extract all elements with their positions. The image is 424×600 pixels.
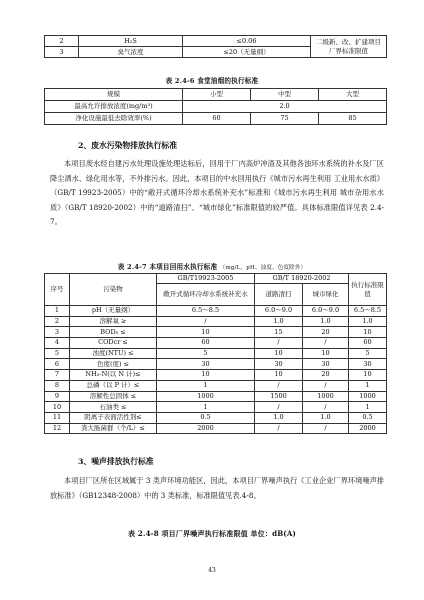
cell: 12 <box>45 423 70 434</box>
cell: 10 <box>45 402 70 413</box>
cell: 1.0 <box>255 316 303 327</box>
cell: 1 <box>349 402 387 413</box>
cell: 净化设施最低去除效率(%) <box>45 113 183 125</box>
cell: 7 <box>45 370 70 381</box>
table-row <box>45 316 387 327</box>
cell: 4 <box>45 338 70 349</box>
cell: 浊度(NTU) ≤ <box>70 348 157 359</box>
section-heading: 2、废水污染物排放执行标准 <box>78 141 177 150</box>
cell: 6 <box>45 359 70 370</box>
cell: 6.5～8.5 <box>157 306 255 317</box>
cell: 10 <box>349 327 387 338</box>
cell: 6.0～9.0 <box>303 306 349 317</box>
cell: 1 <box>349 380 387 391</box>
cell: 色度(度) ≤ <box>70 359 157 370</box>
cell: 2 <box>45 316 70 327</box>
page-number: 43 <box>208 567 216 574</box>
paragraph <box>50 157 384 230</box>
cell: ≤0.06 <box>183 36 311 47</box>
cell: 1500 <box>255 391 303 402</box>
cell: / <box>157 316 255 327</box>
cell: CODcr ≤ <box>70 338 157 349</box>
cell: 2.0 <box>183 101 387 113</box>
cell: 1.0 <box>303 412 349 423</box>
cell: 3 <box>45 47 79 58</box>
cell: 溶解氧 ≥ <box>70 316 157 327</box>
cell: 10 <box>157 327 255 338</box>
cell: 85 <box>319 113 387 125</box>
cell: 溶解性总固体 ≤ <box>70 391 157 402</box>
cell: 60 <box>349 338 387 349</box>
header-cell: 敞开式循环冷却水系统补充水 <box>157 284 255 306</box>
table-row <box>45 348 387 359</box>
table-row <box>45 338 387 349</box>
table-2-4-6 <box>44 88 387 125</box>
table-row <box>45 327 387 338</box>
cell: 30 <box>255 359 303 370</box>
header-cell: 道路清扫 <box>255 284 303 306</box>
cell: / <box>255 380 303 391</box>
header-cell: 污染物 <box>70 274 157 306</box>
cell: NH₃-N(以 N 计)≤ <box>70 370 157 381</box>
cell: 15 <box>255 327 303 338</box>
cell: 1 <box>45 306 70 317</box>
cell: ≤20（无量纲） <box>183 47 311 58</box>
cell: 1.0 <box>349 316 387 327</box>
table-row <box>45 370 387 381</box>
table-2-4-7 <box>44 273 387 434</box>
cell: 1.0 <box>303 316 349 327</box>
cell: 2000 <box>349 423 387 434</box>
cell: 9 <box>45 391 70 402</box>
cell: / <box>303 423 349 434</box>
cell: 总磷（以 P 计）≤ <box>70 380 157 391</box>
cell: 1 <box>157 380 255 391</box>
cell: 小型 <box>183 89 251 101</box>
cell: 1000 <box>303 391 349 402</box>
table-caption: 表 2.4-6 食堂油烟的执行标准 <box>165 77 259 85</box>
cell: 10 <box>255 370 303 381</box>
table-caption: 表 2.4-8 项目厂界噪声执行标准限值 单位：dB(A) <box>128 529 296 538</box>
cell: 阴离子表面活性剂≤ <box>70 412 157 423</box>
cell: / <box>255 423 303 434</box>
header-cell: GB/T19923-2005 <box>157 274 255 284</box>
header-cell: 城市绿化 <box>303 284 349 306</box>
cell: 10 <box>303 348 349 359</box>
cell: 规模 <box>45 89 183 101</box>
table-caption <box>0 261 424 271</box>
table-row <box>45 306 387 317</box>
paragraph <box>50 474 384 503</box>
section-heading: 3、噪声排放执行标准 <box>78 457 154 466</box>
cell: 大型 <box>319 89 387 101</box>
cell: 10 <box>349 370 387 381</box>
table-row <box>45 391 387 402</box>
cell: / <box>303 380 349 391</box>
cell: 2000 <box>157 423 255 434</box>
cell: 11 <box>45 412 70 423</box>
cell: 60 <box>157 338 255 349</box>
cell: 30 <box>157 359 255 370</box>
cell: 5 <box>349 348 387 359</box>
cell: / <box>255 338 303 349</box>
cell: / <box>303 338 349 349</box>
cell: 20 <box>303 327 349 338</box>
cell: 臭气浓度 <box>79 47 183 58</box>
cell: 中型 <box>251 89 319 101</box>
cell: pH（无量纲） <box>70 306 157 317</box>
table-row <box>45 423 387 434</box>
cell: 粪大肠菌群（个/L）≤ <box>70 423 157 434</box>
cell: H₂S <box>79 36 183 47</box>
table-row <box>45 402 387 413</box>
cell: 6.0～9.0 <box>255 306 303 317</box>
cell: 8 <box>45 380 70 391</box>
table-row <box>45 359 387 370</box>
cell: 10 <box>157 370 255 381</box>
cell: 10 <box>255 348 303 359</box>
caption-text: 表 2.4-7 本项目回用水执行标准 <box>117 263 218 271</box>
table-top-continuation <box>44 35 387 58</box>
cell: 75 <box>251 113 319 125</box>
cell: / <box>255 402 303 413</box>
cell: BOD₅ ≤ <box>70 327 157 338</box>
cell: 最高允许排放浓度(mg/m³) <box>45 101 183 113</box>
caption-note: （mg/L，pH、浊度、色度除外） <box>219 265 307 271</box>
cell: 60 <box>183 113 251 125</box>
cell: 1000 <box>349 391 387 402</box>
table-row <box>45 380 387 391</box>
paragraph-text: 本项目厂区所在区域属于 3 类声环境功能区，因此，本项目厂界噪声执行《工业企业厂界环境噪声排放标准》（GB12348-2008）中的 3 类标准，标准限值见表.4-8。 <box>50 476 384 500</box>
paragraph-text: 本项目废水经自建污水处理设施处理达标后，回用于厂内高炉冲渣及其他各浊环水系统的补水及厂区降尘洒水、绿化用水等，不外排污水。因此，本项目的中水回用执行《城市污水再生利用 工业用水水质》（GB/T 19923-2005）中的“敞开式循环冷却水系统补充水”标准和《城市污水再生利用 城市杂用水水质》（GB/T 18920-2002）中的“道路清扫”、“城市绿化”标准限值的较严值。具体标准限值详见表 2.4-7。 <box>50 159 384 227</box>
cell: 20 <box>303 370 349 381</box>
header-cell: 序号 <box>45 274 70 306</box>
cell: 0.5 <box>157 412 255 423</box>
cell: 5 <box>157 348 255 359</box>
cell: 1000 <box>157 391 255 402</box>
header-cell: GB/T 18920-2002 <box>255 274 349 284</box>
cell: 6.5～8.5 <box>349 306 387 317</box>
cell: 石油类 ≤ <box>70 402 157 413</box>
cell: 5 <box>45 348 70 359</box>
header-cell: 执行标准限值 <box>349 274 387 306</box>
cell: / <box>303 402 349 413</box>
table-body <box>45 306 387 434</box>
cell: 0.5 <box>349 412 387 423</box>
cell: 3 <box>45 327 70 338</box>
cell: 30 <box>349 359 387 370</box>
cell: 30 <box>303 359 349 370</box>
cell: 二级新、改、扩建项目厂界标准限值 <box>311 36 387 58</box>
table-row <box>45 412 387 423</box>
cell: 1.0 <box>255 412 303 423</box>
cell: 1 <box>157 402 255 413</box>
cell: 2 <box>45 36 79 47</box>
